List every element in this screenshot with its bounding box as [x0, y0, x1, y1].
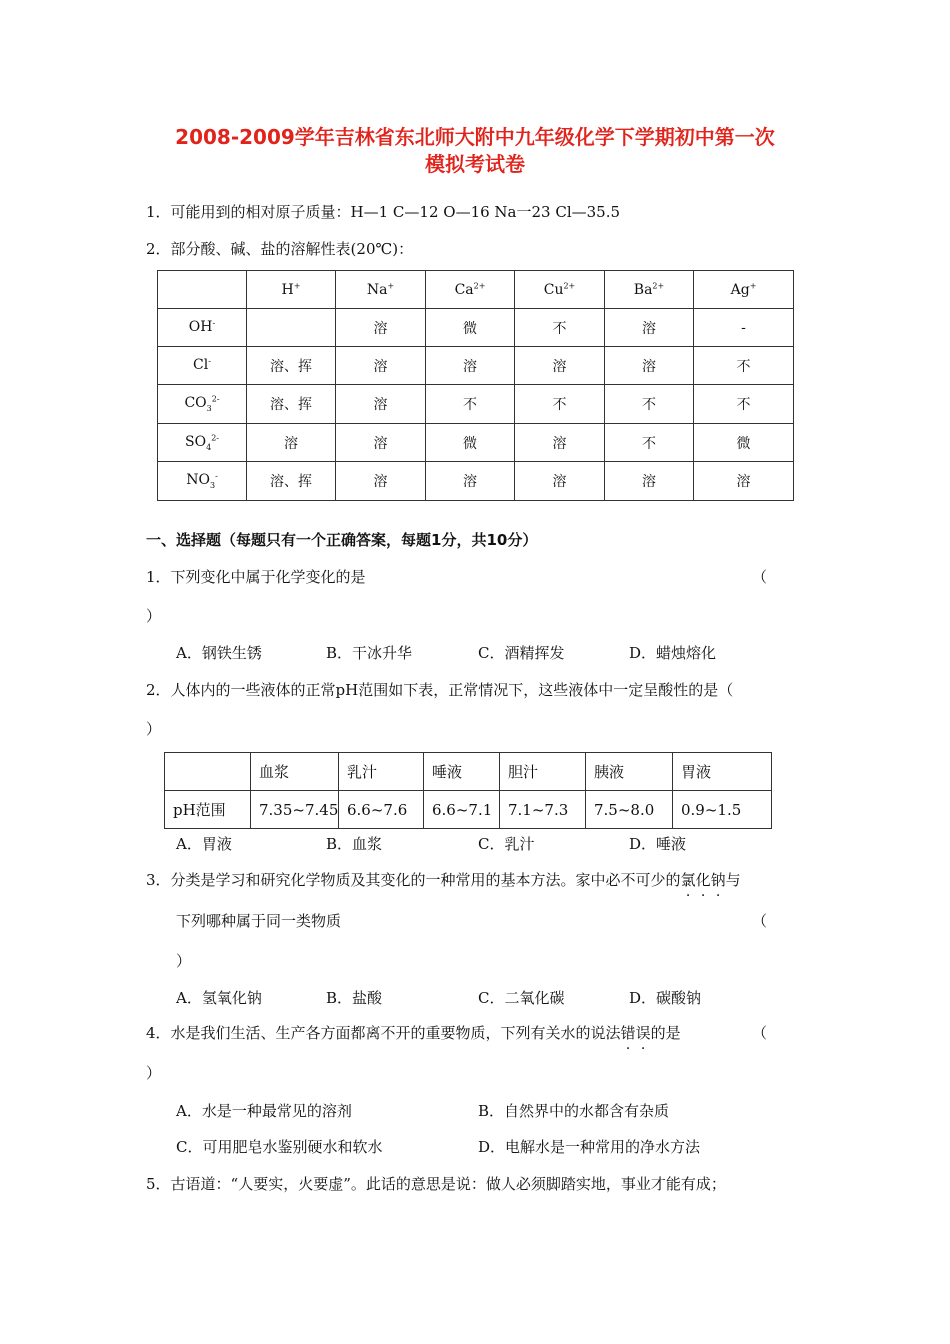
emphasis-char: 氯 — [680, 871, 696, 889]
question-3-option-d: D．碳酸钠 — [629, 989, 702, 1007]
table-cell: 7.35~7.45 — [251, 791, 339, 829]
table-cell: 不 — [515, 385, 605, 424]
table-cell: 不 — [605, 385, 694, 424]
anion-charge: 2- — [211, 394, 220, 404]
table-cell: 溶、挥 — [247, 347, 336, 385]
question-3-stem-tail: 与 — [725, 871, 741, 889]
cation-symbol: Ag — [730, 281, 750, 298]
table-cell: 微 — [426, 309, 515, 347]
cation-header — [605, 271, 694, 309]
question-3-option-b: B．盐酸 — [326, 989, 383, 1007]
table-cell — [165, 753, 251, 791]
question-5-stem: 5．古语道：“人要实，火要虚”。此话的意思是说：做人必须脚踏实地，事业才能有成； — [146, 1175, 726, 1193]
anion-header — [158, 347, 247, 385]
question-2-option-c: C．乳汁 — [478, 835, 535, 853]
anion-header — [158, 309, 247, 347]
anion-symbol: Cl — [193, 356, 209, 373]
cation-charge: + — [749, 280, 757, 290]
question-3-stem-line1 — [146, 870, 741, 890]
cation-header — [336, 271, 426, 309]
question-3-option-a: A．氢氧化钠 — [176, 989, 262, 1007]
note-solubility-title: 2．部分酸、碱、盐的溶解性表(20℃)： — [146, 240, 414, 258]
table-cell: 溶 — [605, 347, 694, 385]
anion-subscript: 4 — [206, 442, 212, 452]
cation-symbol: Cu — [543, 281, 564, 298]
table-cell: 不 — [605, 424, 694, 462]
ph-table — [164, 752, 772, 829]
question-4-stem — [146, 1023, 681, 1043]
cation-header — [247, 271, 336, 309]
table-cell: 乳汁 — [339, 753, 424, 791]
table-cell: 溶 — [336, 309, 426, 347]
question-3-paren-open: （ — [752, 912, 768, 930]
cation-symbol: H — [281, 281, 294, 298]
header-corner-cell — [158, 271, 247, 309]
table-row — [158, 385, 794, 424]
question-1-option-c: C．酒精挥发 — [478, 644, 565, 662]
question-4-stem-text: 4．水是我们生活、生产各方面都离不开的重要物质，下列有关水的说法 — [146, 1024, 621, 1042]
solubility-table — [157, 270, 794, 501]
question-2-paren-close: ） — [146, 720, 162, 738]
cation-charge: 2+ — [652, 280, 665, 290]
anion-charge: - — [215, 471, 218, 481]
table-cell: 胃液 — [673, 753, 772, 791]
table-cell: 溶 — [605, 309, 694, 347]
question-1-stem: 1．下列变化中属于化学变化的是 — [146, 568, 366, 586]
question-4-option-c: C．可用肥皂水鉴别硬水和软水 — [176, 1138, 383, 1156]
section-heading-multiple-choice: 一、选择题（每题只有一个正确答案，每题1分，共10分） — [146, 531, 538, 549]
question-2-option-d: D．唾液 — [629, 835, 687, 853]
question-4-option-b: B．自然界中的水都含有杂质 — [478, 1102, 670, 1120]
anion-symbol: OH — [188, 318, 213, 335]
table-cell: 溶 — [515, 424, 605, 462]
anion-charge: - — [212, 317, 216, 327]
cation-header — [426, 271, 515, 309]
anion-header — [158, 385, 247, 424]
emphasis-char: 错 — [620, 1024, 636, 1042]
table-cell: 溶 — [426, 347, 515, 385]
anion-header — [158, 462, 247, 501]
question-4-paren-open: （ — [752, 1024, 768, 1042]
question-4-option-a: A．水是一种最常见的溶剂 — [176, 1102, 352, 1120]
table-cell: 血浆 — [251, 753, 339, 791]
table-cell: 7.5~8.0 — [586, 791, 673, 829]
table-cell: 溶 — [515, 347, 605, 385]
question-1-option-d: D．蜡烛熔化 — [629, 644, 717, 662]
table-cell: 不 — [426, 385, 515, 424]
cation-charge: + — [387, 280, 395, 290]
table-cell: 0.9~1.5 — [673, 791, 772, 829]
question-2-option-b: B．血浆 — [326, 835, 383, 853]
table-cell: 不 — [694, 347, 794, 385]
emphasis-char: 误 — [635, 1024, 651, 1042]
cation-header — [694, 271, 794, 309]
table-cell — [247, 309, 336, 347]
anion-subscript: 3 — [206, 403, 212, 413]
question-2-stem: 2．人体内的一些液体的正常pH范围如下表，正常情况下，这些液体中一定呈酸性的是（ — [146, 681, 734, 699]
table-cell: 微 — [694, 424, 794, 462]
table-cell: 不 — [515, 309, 605, 347]
question-3-stem-text: 3．分类是学习和研究化学物质及其变化的一种常用的基本方法。家中必不可少的 — [146, 871, 681, 889]
question-4-paren-close: ） — [146, 1064, 162, 1082]
cation-charge: 2+ — [563, 280, 576, 290]
cation-charge: 2+ — [473, 280, 486, 290]
cation-symbol: Ba — [633, 281, 653, 298]
table-cell: 微 — [426, 424, 515, 462]
table-cell: 溶 — [336, 385, 426, 424]
question-1-paren-open: （ — [752, 568, 768, 586]
anion-charge: - — [208, 355, 211, 365]
table-cell: 不 — [694, 385, 794, 424]
emphasis-char: 化 — [695, 871, 711, 889]
table-cell: 溶 — [336, 424, 426, 462]
question-2-option-a: A．胃液 — [176, 835, 232, 853]
solubility-header-row — [158, 271, 794, 309]
table-cell: 溶 — [336, 462, 426, 501]
question-1-paren-close: ） — [146, 607, 162, 625]
table-cell: 溶 — [694, 462, 794, 501]
cation-charge: + — [293, 280, 301, 290]
table-cell: - — [694, 309, 794, 347]
anion-symbol: SO — [185, 433, 207, 450]
table-cell: 溶 — [605, 462, 694, 501]
cation-header — [515, 271, 605, 309]
question-1-option-b: B．干冰升华 — [326, 644, 413, 662]
ph-table-header-row — [165, 753, 772, 791]
emphasis-char: 钠 — [710, 871, 726, 889]
table-cell: pH范围 — [165, 791, 251, 829]
table-cell: 6.6~7.1 — [424, 791, 500, 829]
table-cell: 溶 — [336, 347, 426, 385]
document-title-line1: 2008-2009学年吉林省东北师大附中九年级化学下学期初中第一次 — [175, 125, 775, 149]
table-cell: 唾液 — [424, 753, 500, 791]
question-3-paren-close: ） — [176, 952, 192, 970]
table-cell: 溶、挥 — [247, 385, 336, 424]
table-cell: 胰液 — [586, 753, 673, 791]
question-1-option-a: A．钢铁生锈 — [176, 644, 262, 662]
note-atomic-mass: 1．可能用到的相对原子质量：H—1 C—12 O—16 Na一23 Cl—35.5 — [146, 203, 621, 221]
document-title-line2: 模拟考试卷 — [425, 152, 525, 176]
anion-charge: 2- — [211, 432, 219, 442]
question-3-stem-line2: 下列哪种属于同一类物质 — [176, 912, 342, 930]
table-row — [158, 424, 794, 462]
table-cell: 溶、挥 — [247, 462, 336, 501]
table-row — [158, 347, 794, 385]
table-cell: 胆汁 — [500, 753, 586, 791]
anion-subscript: 3 — [209, 480, 216, 490]
table-row — [158, 309, 794, 347]
question-3-option-c: C．二氧化碳 — [478, 989, 565, 1007]
anion-header — [158, 424, 247, 462]
cation-symbol: Na — [366, 281, 388, 298]
anion-symbol: CO — [184, 395, 207, 412]
anion-symbol: NO — [186, 472, 210, 489]
table-row — [158, 462, 794, 501]
cation-symbol: Ca — [454, 281, 474, 298]
table-row — [165, 791, 772, 829]
question-4-option-d: D．电解水是一种常用的净水方法 — [478, 1138, 701, 1156]
table-cell: 6.6~7.6 — [339, 791, 424, 829]
question-4-stem-tail: 的是 — [650, 1024, 681, 1042]
table-cell: 溶 — [247, 424, 336, 462]
table-cell: 溶 — [515, 462, 605, 501]
table-cell: 溶 — [426, 462, 515, 501]
table-cell: 7.1~7.3 — [500, 791, 586, 829]
